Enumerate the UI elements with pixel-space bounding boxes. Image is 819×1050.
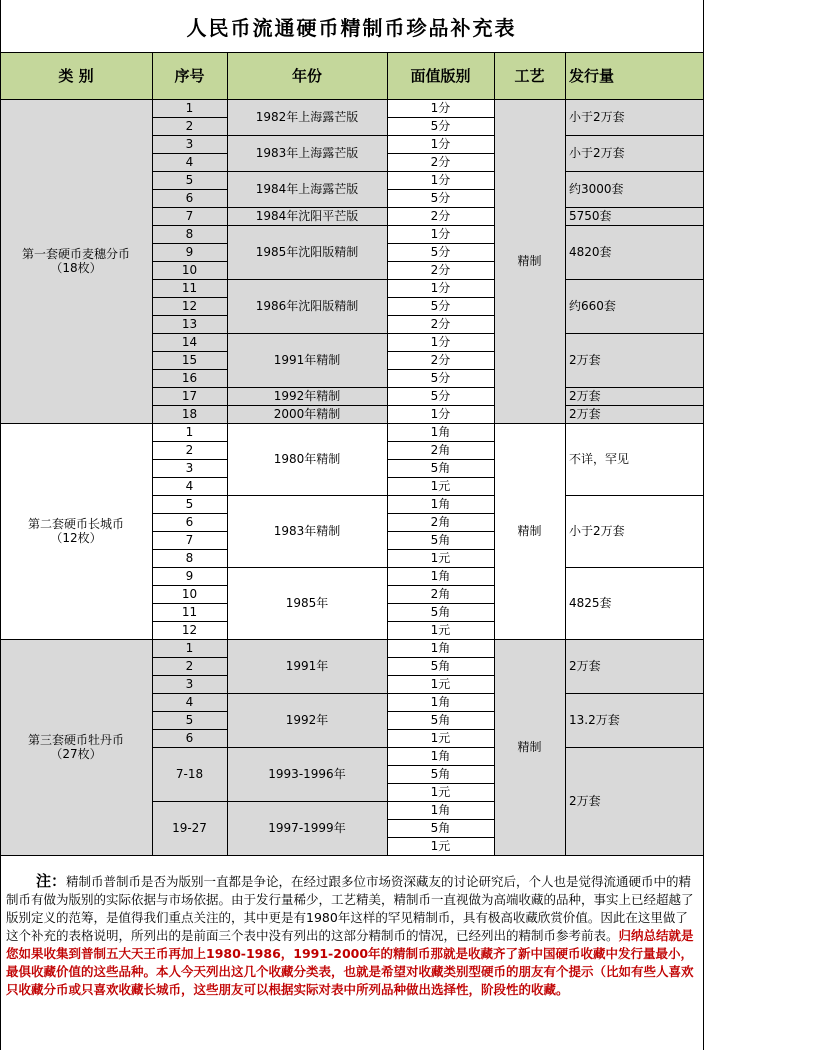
grid-line: [227, 495, 387, 496]
note-lead: 注：: [36, 872, 67, 890]
grid-line: [387, 153, 494, 154]
grid-line: [227, 99, 228, 424]
serial-cell: 5: [152, 171, 227, 189]
year-cell: 1993-1996年: [227, 747, 387, 801]
denomination-cell: 1元: [387, 621, 494, 639]
issue-cell: 小于2万套: [565, 495, 703, 567]
year-cell: 2000年精制: [227, 405, 387, 423]
serial-cell: 6: [152, 189, 227, 207]
grid-line: [703, 855, 704, 1050]
grid-line: [227, 747, 387, 748]
year-cell: 1992年精制: [227, 387, 387, 405]
serial-cell: 10: [152, 261, 227, 279]
denomination-cell: 1元: [387, 549, 494, 567]
grid-line: [387, 225, 494, 226]
grid-line: [152, 621, 227, 622]
serial-cell: 18: [152, 405, 227, 423]
grid-line: [565, 52, 566, 99]
denomination-cell: 1角: [387, 801, 494, 819]
header-serial: 序号: [152, 52, 227, 99]
grid-line: [703, 639, 704, 856]
grid-line: [152, 801, 227, 802]
grid-line: [565, 693, 703, 694]
category-cell: [0, 639, 152, 855]
denomination-cell: 5分: [387, 117, 494, 135]
grid-line: [387, 387, 494, 388]
grid-line: [152, 52, 153, 99]
denomination-cell: 1元: [387, 729, 494, 747]
grid-line: [0, 639, 1, 856]
grid-line: [227, 387, 387, 388]
grid-line: [387, 423, 388, 640]
grid-line: [703, 0, 704, 52]
grid-line: [227, 693, 387, 694]
issue-cell: 2万套: [565, 405, 703, 423]
grid-line: [152, 261, 227, 262]
serial-cell: 3: [152, 135, 227, 153]
serial-cell: 9: [152, 567, 227, 585]
grid-line: [152, 279, 227, 280]
grid-line: [152, 135, 227, 136]
grid-line: [152, 153, 227, 154]
grid-line: [387, 567, 494, 568]
grid-line: [387, 459, 494, 460]
serial-cell: 14: [152, 333, 227, 351]
grid-line: [152, 711, 227, 712]
grid-line: [565, 225, 703, 226]
year-cell: 1986年沈阳版精制: [227, 279, 387, 333]
grid-line: [152, 207, 227, 208]
grid-line: [703, 99, 704, 424]
serial-cell: 3: [152, 459, 227, 477]
serial-cell: 4: [152, 477, 227, 495]
grid-line: [494, 52, 495, 99]
grid-line: [387, 243, 494, 244]
grid-line: [387, 675, 494, 676]
denomination-cell: 1角: [387, 567, 494, 585]
serial-cell: 7: [152, 531, 227, 549]
grid-line: [227, 207, 387, 208]
grid-line: [387, 729, 494, 730]
grid-line: [227, 405, 387, 406]
serial-cell: 3: [152, 675, 227, 693]
serial-cell: 16: [152, 369, 227, 387]
page-title: 人民币流通硬币精制币珍品补充表: [186, 15, 517, 40]
year-cell: 1983年上海露芒版: [227, 135, 387, 171]
denomination-cell: 1角: [387, 495, 494, 513]
year-cell: 1984年上海露芒版: [227, 171, 387, 207]
category-count: （12枚）: [50, 531, 102, 545]
year-cell: 1983年精制: [227, 495, 387, 567]
category-name: 第三套硬币牡丹币: [27, 733, 124, 747]
note-body: 精制币普制币是否为版别一直都是争论，在经过跟多位市场资深藏友的讨论研究后，个人也是觉得流通硬币中的精制币有做为版别的实际依据与市场依据。由于发行量稀少，工艺精美，精制币一直视做为高端收藏的品种，事实上已经超越了版别定义的范筹，是值得我们重点关注的，其中更是有1980年这样的罕见精制币，具有极高收藏欣赏价值。因此在这里做了这个补充的表格说明，所列出的是前面三个表中没有列出的这部分精制币的情况，已经列出的精制币参考前表。: [6, 874, 694, 943]
issue-cell: 2万套: [565, 747, 703, 855]
grid-line: [565, 279, 703, 280]
grid-line: [387, 801, 494, 802]
denomination-cell: 1分: [387, 279, 494, 297]
grid-line: [227, 279, 387, 280]
grid-line: [152, 495, 227, 496]
grid-line: [152, 513, 227, 514]
grid-line: [387, 711, 494, 712]
category-cell: [0, 423, 152, 639]
grid-line: [152, 225, 227, 226]
grid-line: [227, 225, 387, 226]
serial-cell: 12: [152, 621, 227, 639]
grid-line: [387, 261, 494, 262]
grid-line: [387, 333, 494, 334]
grid-line: [152, 405, 227, 406]
year-cell: 1984年沈阳平芒版: [227, 207, 387, 225]
grid-line: [494, 99, 495, 424]
serial-cell: 1: [152, 423, 227, 441]
grid-line: [387, 837, 494, 838]
header-issue: 发行量: [565, 52, 703, 99]
issue-cell: 约3000套: [565, 171, 703, 207]
grid-line: [0, 52, 1, 99]
denomination-cell: 5角: [387, 765, 494, 783]
issue-cell: 约660套: [565, 279, 703, 333]
year-cell: 1997-1999年: [227, 801, 387, 855]
denomination-cell: 2分: [387, 261, 494, 279]
grid-line: [0, 99, 1, 424]
denomination-cell: 5分: [387, 369, 494, 387]
serial-cell: 7: [152, 207, 227, 225]
grid-line: [565, 387, 703, 388]
category-name: 第一套硬币麦穗分币: [21, 247, 130, 261]
grid-line: [387, 441, 494, 442]
denomination-cell: 5角: [387, 819, 494, 837]
grid-line: [152, 675, 227, 676]
grid-line: [703, 52, 704, 99]
grid-line: [152, 351, 227, 352]
denomination-cell: 5角: [387, 459, 494, 477]
denomination-cell: 1分: [387, 99, 494, 117]
denomination-cell: 2分: [387, 315, 494, 333]
grid-line: [227, 333, 387, 334]
grid-line: [387, 549, 494, 550]
serial-cell: 15: [152, 351, 227, 369]
denomination-cell: 2分: [387, 351, 494, 369]
grid-line: [152, 477, 227, 478]
serial-cell: 4: [152, 153, 227, 171]
grid-line: [152, 117, 227, 118]
grid-line: [227, 801, 387, 802]
issue-cell: 4825套: [565, 567, 703, 639]
serial-cell: 5: [152, 711, 227, 729]
serial-cell: 2: [152, 117, 227, 135]
year-cell: 1982年上海露芒版: [227, 99, 387, 135]
grid-line: [152, 171, 227, 172]
denomination-cell: 5角: [387, 657, 494, 675]
grid-line: [387, 405, 494, 406]
grid-line: [387, 279, 494, 280]
denomination-cell: 5分: [387, 387, 494, 405]
grid-line: [387, 117, 494, 118]
grid-line: [565, 423, 566, 640]
grid-line: [387, 657, 494, 658]
denomination-cell: 2角: [387, 585, 494, 603]
grid-line: [152, 747, 227, 748]
denomination-cell: 5角: [387, 603, 494, 621]
serial-cell: 9: [152, 243, 227, 261]
category-cell: [0, 99, 152, 423]
grid-line: [152, 387, 227, 388]
issue-cell: 4820套: [565, 225, 703, 279]
grid-line: [387, 531, 494, 532]
denomination-cell: 1元: [387, 675, 494, 693]
grid-line: [387, 639, 388, 856]
grid-line: [494, 639, 495, 856]
category-count: （27枚）: [50, 747, 102, 761]
craft-cell: 精制: [494, 99, 565, 423]
grid-line: [387, 369, 494, 370]
grid-line: [152, 243, 227, 244]
grid-line: [0, 639, 703, 640]
year-cell: 1980年精制: [227, 423, 387, 495]
denomination-cell: 1角: [387, 747, 494, 765]
denomination-cell: 1角: [387, 639, 494, 657]
denomination-cell: 2分: [387, 207, 494, 225]
year-cell: 1991年精制: [227, 333, 387, 387]
grid-line: [152, 459, 227, 460]
grid-line: [565, 207, 703, 208]
grid-line: [565, 135, 703, 136]
denomination-cell: 5分: [387, 189, 494, 207]
serial-cell: 10: [152, 585, 227, 603]
denomination-cell: 1元: [387, 477, 494, 495]
grid-line: [387, 621, 494, 622]
grid-line: [152, 369, 227, 370]
serial-cell: 19-27: [152, 801, 227, 855]
serial-cell: 4: [152, 693, 227, 711]
issue-cell: 13.2万套: [565, 693, 703, 747]
grid-line: [0, 0, 1, 52]
grid-line: [565, 495, 703, 496]
grid-line: [227, 639, 228, 856]
grid-line: [387, 315, 494, 316]
craft-cell: 精制: [494, 639, 565, 855]
serial-cell: 1: [152, 639, 227, 657]
grid-line: [152, 297, 227, 298]
denomination-cell: 1角: [387, 693, 494, 711]
denomination-cell: 2角: [387, 441, 494, 459]
header-craft: 工艺: [494, 52, 565, 99]
grid-line: [387, 783, 494, 784]
grid-line: [227, 567, 387, 568]
grid-line: [387, 693, 494, 694]
footnote: [0, 858, 703, 1050]
year-cell: 1985年: [227, 567, 387, 639]
grid-line: [387, 603, 494, 604]
grid-line: [152, 315, 227, 316]
denomination-cell: 1分: [387, 405, 494, 423]
serial-cell: 2: [152, 441, 227, 459]
denomination-cell: 5角: [387, 531, 494, 549]
grid-line: [152, 549, 227, 550]
serial-cell: 6: [152, 513, 227, 531]
grid-line: [565, 639, 566, 856]
grid-line: [387, 585, 494, 586]
serial-cell: 6: [152, 729, 227, 747]
serial-cell: 13: [152, 315, 227, 333]
issue-cell: 2万套: [565, 639, 703, 693]
grid-line: [152, 693, 227, 694]
grid-line: [387, 99, 388, 424]
grid-line: [565, 567, 703, 568]
grid-line: [152, 99, 153, 424]
denomination-cell: 2分: [387, 153, 494, 171]
grid-line: [152, 189, 227, 190]
grid-line: [152, 603, 227, 604]
grid-line: [227, 171, 387, 172]
grid-line: [227, 135, 387, 136]
year-cell: 1992年: [227, 693, 387, 747]
denomination-cell: 1元: [387, 837, 494, 855]
serial-cell: 11: [152, 603, 227, 621]
grid-line: [0, 99, 703, 100]
serial-cell: 17: [152, 387, 227, 405]
grid-line: [152, 729, 227, 730]
denomination-cell: 5分: [387, 297, 494, 315]
grid-line: [152, 657, 227, 658]
grid-line: [227, 52, 228, 99]
grid-line: [152, 639, 153, 856]
serial-cell: 5: [152, 495, 227, 513]
grid-line: [387, 765, 494, 766]
serial-cell: 12: [152, 297, 227, 315]
grid-line: [703, 423, 704, 640]
serial-cell: 7-18: [152, 747, 227, 801]
issue-cell: 2万套: [565, 387, 703, 405]
grid-line: [387, 819, 494, 820]
grid-line: [387, 135, 494, 136]
grid-line: [565, 747, 703, 748]
issue-cell: 2万套: [565, 333, 703, 387]
denomination-cell: 5角: [387, 711, 494, 729]
grid-line: [152, 531, 227, 532]
denomination-cell: 2角: [387, 513, 494, 531]
grid-line: [387, 171, 494, 172]
denomination-cell: 1分: [387, 333, 494, 351]
grid-line: [152, 585, 227, 586]
grid-line: [0, 423, 1, 640]
grid-line: [387, 513, 494, 514]
serial-cell: 2: [152, 657, 227, 675]
issue-cell: 小于2万套: [565, 99, 703, 135]
grid-line: [494, 423, 495, 640]
grid-line: [227, 423, 228, 640]
grid-line: [387, 495, 494, 496]
issue-cell: 不详，罕见: [565, 423, 703, 495]
year-cell: 1985年沈阳版精制: [227, 225, 387, 279]
grid-line: [0, 423, 703, 424]
denomination-cell: 1分: [387, 171, 494, 189]
grid-line: [0, 855, 703, 856]
grid-line: [565, 99, 566, 424]
grid-line: [565, 171, 703, 172]
grid-line: [387, 207, 494, 208]
denomination-cell: 1分: [387, 225, 494, 243]
grid-line: [387, 297, 494, 298]
grid-line: [152, 423, 153, 640]
grid-line: [387, 189, 494, 190]
denomination-cell: 5分: [387, 243, 494, 261]
category-name: 第二套硬币长城币: [27, 517, 124, 531]
grid-line: [387, 351, 494, 352]
note-emphasis: 归纳总结就是您如果收集到普制五大天王币再加上1980-1986，1991-2000年的精制币那就是收藏齐了新中国硬币收藏中发行量最小，最俱收藏价值的这些品种。本人今天列出这几个收藏分类表，也就是希望对收藏类别型硬币的朋友有个提示（比如有些人喜欢只收藏分币或只喜欢收藏长城币，这些朋友可以根据实际对表中所列品种做出选择性，阶段性的收藏。: [6, 928, 694, 997]
serial-cell: 11: [152, 279, 227, 297]
issue-cell: 小于2万套: [565, 135, 703, 171]
grid-line: [152, 333, 227, 334]
grid-line: [387, 52, 388, 99]
grid-line: [387, 747, 494, 748]
grid-line: [387, 477, 494, 478]
header-year: 年份: [227, 52, 387, 99]
denomination-cell: 1分: [387, 135, 494, 153]
grid-line: [565, 405, 703, 406]
serial-cell: 8: [152, 549, 227, 567]
denomination-cell: 1角: [387, 423, 494, 441]
header-denomination: 面值版别: [387, 52, 494, 99]
grid-line: [0, 52, 703, 53]
grid-line: [152, 567, 227, 568]
grid-line: [152, 441, 227, 442]
category-count: （18枚）: [50, 261, 102, 275]
issue-cell: 5750套: [565, 207, 703, 225]
serial-cell: 8: [152, 225, 227, 243]
craft-cell: 精制: [494, 423, 565, 639]
header-category: 类 别: [0, 52, 152, 99]
serial-cell: 1: [152, 99, 227, 117]
year-cell: 1991年: [227, 639, 387, 693]
grid-line: [565, 333, 703, 334]
denomination-cell: 1元: [387, 783, 494, 801]
